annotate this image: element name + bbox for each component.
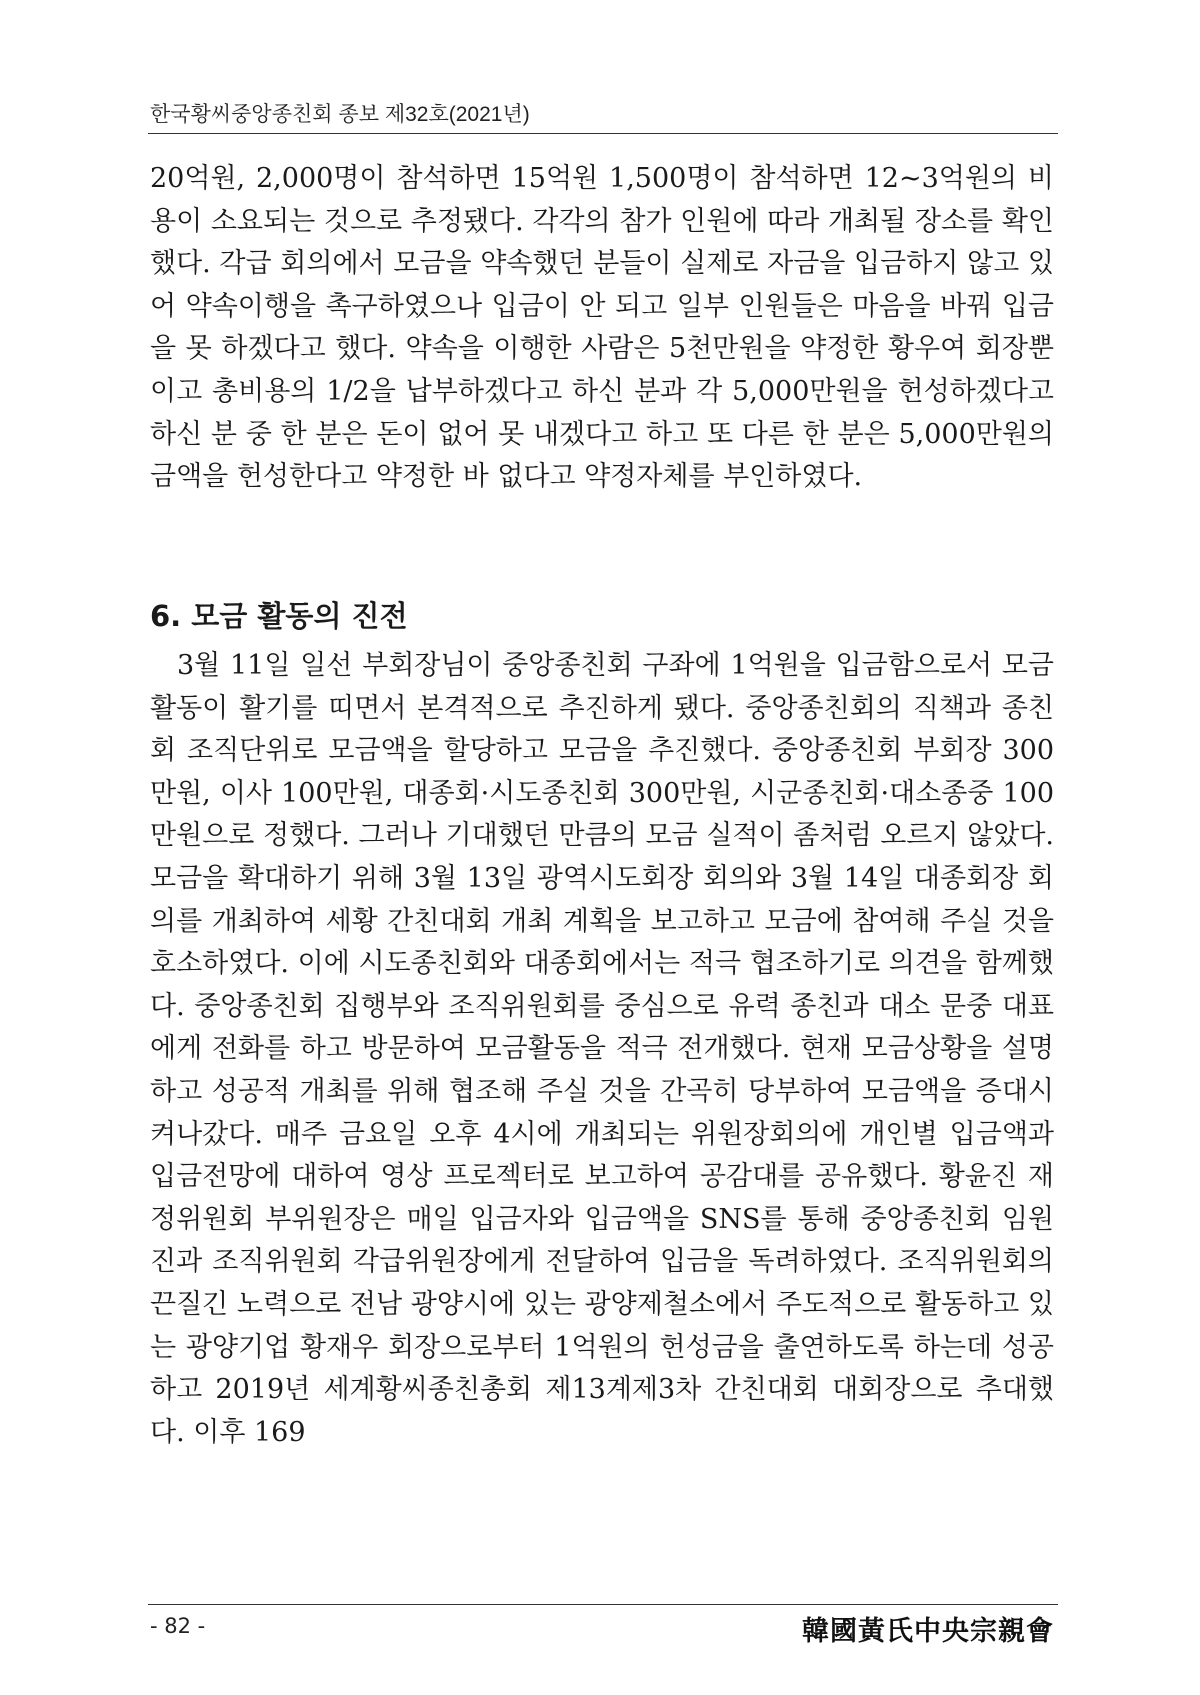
organization-logo: 韓國黃氏中央宗親會: [802, 1616, 1054, 1647]
body-paragraph-section6: 3월 11일 일선 부회장님이 중앙종친회 구좌에 1억원을 입금함으로서 모금 활동이 활기를 띠면서 본격적으로 추진하게 됐다. 중앙종친회의 직책과 종친회 조직단위로 모금액을 할당하고 모금을 추진했다. 중앙종친회 부회장 300만원, 이사 100만원, 대종회·시도종친회 300만원, 시군종친회·대소종중 100만원으로 정했다. 그러나 기대했던 만큼의 모금 실적이 좀처럼 오르지 않았다. 모금을 확대하기 위해 3월 13일 광역시도회장 회의와 3월 14일 대종회장 회의를 개최하여 세황 간친대회 개최 계획을 보고하고 모금에 참여해 주실 것을 호소하였다. 이에 시도종친회와 대종회에서는 적극 협조하기로 의견을 함께했다. 중앙종친회 집행부와 조직위원회를 중심으로 유력 종친과 대소 문중 대표에게 전화를 하고 방문하여 모금활동을 적극 전개했다. 현재 모금상황을 설명하고 성공적 개최를 위해 협조해 주실 것을 간곡히 당부하여 모금액을 증대시켜나갔다. 매주 금요일 오후 4시에 개최되는 위원장회의에 개인별 입금액과 입금전망에 대하여 영상 프로젝터로 보고하여 공감대를 공유했다. 황윤진 재정위원회 부위원장은 매일 입금자와 입금액을 SNS를 통해 중앙종친회 임원진과 조직위원회 각급위원장에게 전달하여 입금을 독려하였다. 조직위원회의 끈질긴 노력으로 전남 광양시에 있는 광양제철소에서 주도적으로 활동하고 있는 광양기업 황재우 회장으로부터 1억원의 헌성금을 출연하도록 하는데 성공하고 2019년 세계황씨종친총회 제13계제3차 간친대회 대회장으로 추대했다. 이후 169: [150, 650, 1054, 1448]
running-header: 한국황씨중앙종친회 종보 제32호(2021년): [150, 103, 530, 126]
footer-divider: [148, 1604, 1058, 1605]
header-divider: [148, 133, 1058, 134]
page-number: - 82 -: [150, 1614, 206, 1638]
section-heading: 6. 모금 활동의 진전: [150, 599, 408, 633]
body-paragraph-intro: 20억원, 2,000명이 참석하면 15억원 1,500명이 참석하면 12~3억원의 비용이 소요되는 것으로 추정됐다. 각각의 참가 인원에 따라 개최될 장소를 확인했다. 각급 회의에서 모금을 약속했던 분들이 실제로 자금을 입금하지 않고 있어 약속이행을 촉구하였으나 입금이 안 되고 일부 인원들은 마음을 바꿔 입금을 못 하겠다고 했다. 약속을 이행한 사람은 5천만원을 약정한 황우여 회장뿐이고 총비용의 1/2을 납부하겠다고 하신 분과 각 5,000만원을 헌성하겠다고 하신 분 중 한 분은 돈이 없어 못 내겠다고 하고 또 다른 한 분은 5,000만원의 금액을 헌성한다고 약정한 바 없다고 약정자체를 부인하였다.: [150, 163, 1054, 493]
